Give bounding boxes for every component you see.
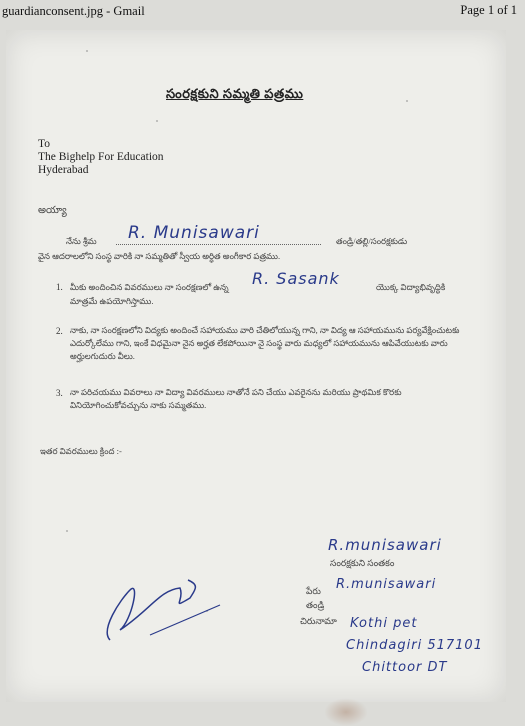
item1-prefix: మీకు అందించిన వివరములు నా సంరక్షణలో ఉన్న xyxy=(70,282,229,292)
student-name-handwritten: R. Sasank xyxy=(252,269,340,288)
item-number-2: 2. xyxy=(56,326,63,336)
left-signature-drawing xyxy=(90,560,230,650)
to-line: To xyxy=(38,138,50,150)
name-value-handwritten: R.munisawari xyxy=(336,577,437,592)
organisation-line: The Bighelp For Education xyxy=(38,151,164,163)
page-number: Page 1 of 1 xyxy=(460,3,517,17)
salutation: అయ్యా xyxy=(38,205,67,216)
addressee-block xyxy=(38,138,164,177)
guardian-name-handwritten: R. Munisawari xyxy=(128,223,260,243)
line1-prefix: నేను శ్రీమ xyxy=(66,236,97,246)
signature-role: సంరక్షకుని సంతకం xyxy=(330,558,395,568)
item1-suffix: యొక్క విద్యాభివృద్ధికి xyxy=(376,282,446,292)
item2-text: నాకు, నా సంరక్షణలోని విద్యకు అందించే సహాయము వారి చేతిలోయున్న గాని, నా విద్య ఆ సహాయమును పర్యవేక్షించుటకు ఎదుర్కోలేము గాని, ఇంకే విధమైనా నైన అర్హత లేకపోయినా నై సంస్థ వారు మధ్యలో సహాయమును ఆపివేయుటకు వారు అర్హులగుదురు వీలు. xyxy=(70,325,460,361)
address-line-2: Chindagiri 517101 xyxy=(346,638,483,653)
page-header xyxy=(0,0,525,24)
item3-text: నా పరిచయము వివరాలు నా విద్యా వివరములు నాతోనే పని చేయు ఎవరైనను మరియు ప్రాథమిక కొరకు వినియోగించుకోవచ్చును నాకు సమ్మతము. xyxy=(70,387,402,410)
father-label: తండ్రి xyxy=(306,600,325,610)
document-title: సంరక్షకుని సమ్మతి పత్రము xyxy=(166,86,304,101)
scanned-document xyxy=(6,30,506,702)
item-number-1: 1. xyxy=(56,282,63,292)
address-label: చిరునామా xyxy=(300,616,337,626)
item1-line2: మాత్రమే ఉపయోగిస్తాము. xyxy=(70,296,154,306)
sign-off: ఇతర వివరములు క్రింద :- xyxy=(40,446,122,456)
line1-suffix: తండ్రి/తల్లి/సంరక్షకుడు xyxy=(336,236,408,246)
window-title: guardianconsent.jpg - Gmail xyxy=(2,4,145,18)
item-number-3: 3. xyxy=(56,388,63,398)
line2: వైన ఆదరాలలోని సంస్థ వారికి నా సమ్మతితో స్వీయ అర్ధిత అంగీకార పత్రము. xyxy=(38,251,281,261)
name-dotted-line xyxy=(116,244,321,245)
address-line-1: Kothi pet xyxy=(350,616,418,631)
address-line-3: Chittoor DT xyxy=(362,660,448,675)
guardian-signature-handwritten: R.munisawari xyxy=(328,536,442,554)
paper-stain xyxy=(324,698,368,726)
city-line: Hyderabad xyxy=(38,164,89,176)
name-label: పేరు xyxy=(306,586,321,596)
